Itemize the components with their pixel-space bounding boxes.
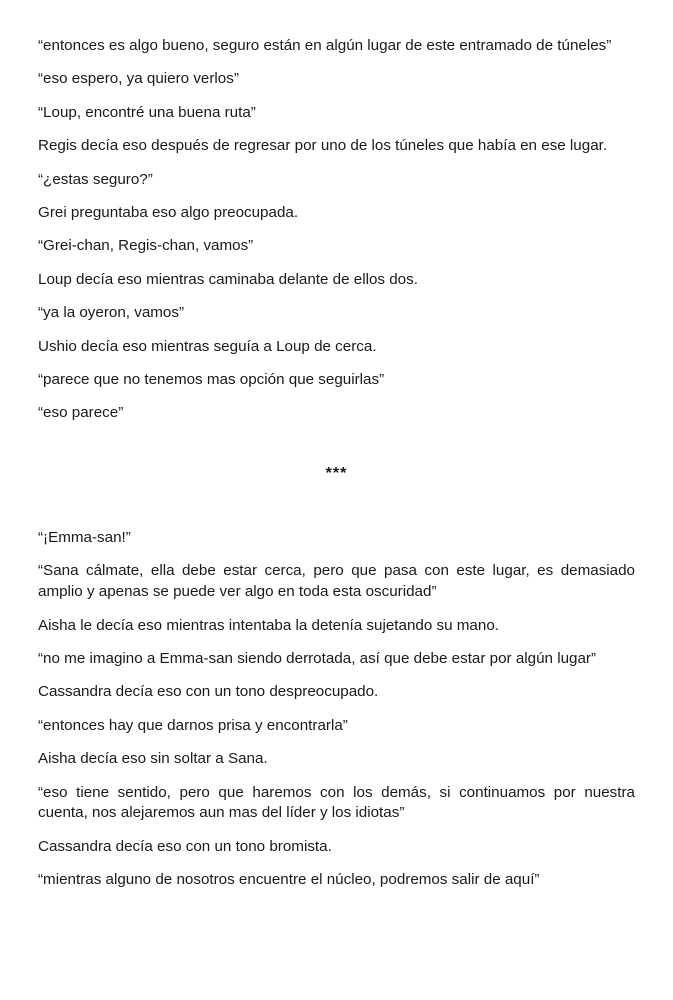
paragraph: “¿estas seguro?” [38,170,153,188]
paragraph: Loup decía eso mientras caminaba delante de ellos dos. [38,270,418,288]
paragraph: Cassandra decía eso con un tono despreocupado. [38,683,379,701]
paragraph: “eso tiene sentido, pero que haremos con los demás, si continuamos por nuestra cuenta, nos alejaremos aun mas del líder y los idiotas” [38,783,635,822]
paragraph: Ushio decía eso mientras seguía a Loup de cerca. [38,337,377,355]
paragraph: “ya la oyeron, vamos” [38,304,185,322]
paragraph: “Loup, encontré una buena ruta” [38,103,256,121]
paragraph: Regis decía eso después de regresar por uno de los túneles que había en ese lugar. [38,137,608,155]
section-one [38,36,635,424]
paragraph: “eso parece” [38,404,124,422]
scene-separator: *** [325,465,348,483]
paragraph: Aisha decía eso sin soltar a Sana. [38,750,268,768]
paragraph: “eso espero, ya quiero verlos” [38,70,239,88]
paragraph: “parece que no tenemos mas opción que seguirlas” [38,370,385,388]
paragraph: “no me imagino a Emma-san siendo derrotada, así que debe estar por algún lugar” [38,650,597,668]
paragraph: “entonces es algo bueno, seguro están en algún lugar de este entramado de túneles” [38,37,612,54]
paragraph: “Grei-chan, Regis-chan, vamos” [38,237,254,255]
paragraph: “¡Emma-san!” [38,529,131,547]
paragraph: Cassandra decía eso con un tono bromista. [38,837,332,855]
document-page [38,36,635,904]
paragraph: “entonces hay que darnos prisa y encontrarla” [38,716,348,734]
paragraph: “Sana cálmate, ella debe estar cerca, pero que pasa con este lugar, es demasiado amplio y apenas se puede ver algo en toda esta oscuridad” [38,562,635,601]
section-two [38,528,635,891]
paragraph: “mientras alguno de nosotros encuentre el núcleo, podremos salir de aquí” [38,871,540,889]
paragraph: Grei preguntaba eso algo preocupada. [38,203,299,221]
paragraph: Aisha le decía eso mientras intentaba la detenía sujetando su mano. [38,616,499,634]
